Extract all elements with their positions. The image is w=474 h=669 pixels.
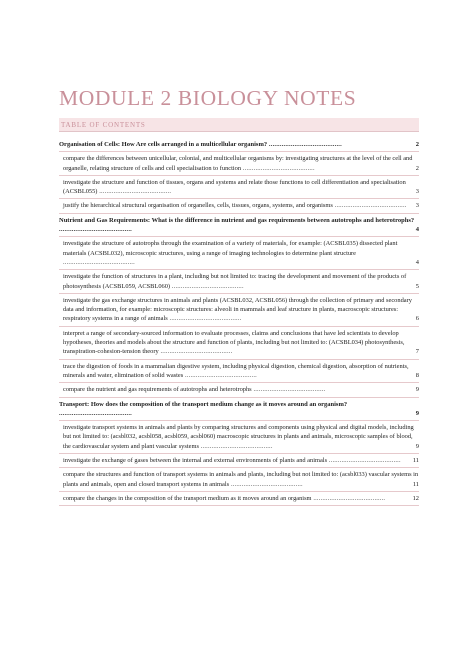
toc-entry-text: Nutrient and Gas Requirements: What is the difference in nutrient and gas requirements between autotrophs and heterotrophs?: [59, 216, 415, 224]
leader-dots: ........................................: [63, 258, 135, 266]
toc-entry-text: trace the digestion of foods in a mammalian digestive system, including physical digestion, chemical digestion, absorption of nutrients, minerals and water, elimination of solid wastes: [63, 362, 409, 379]
toc-page-number: 7: [415, 348, 419, 356]
toc-entry-link[interactable]: [59, 152, 419, 176]
toc-entry-link[interactable]: [59, 327, 419, 360]
leader-dots: ........................................: [183, 371, 257, 379]
toc-entry-text: investigate the structure of autotrophs through the examination of a variety of materials, for example: (ACSBL035) dissected plant materials (ACSBL032), microscopic structures, using a range of imaging technologies to determine plant structure: [63, 240, 398, 257]
toc-page-number: 11: [412, 480, 419, 488]
toc-page-number: 9: [415, 386, 419, 394]
toc-page-number: 9: [415, 442, 419, 450]
toc-entry-link[interactable]: [59, 421, 419, 454]
leader-dots: ........................................: [241, 164, 315, 172]
toc-entry-link[interactable]: [59, 468, 419, 492]
toc-entry-text: investigate the gas exchange structures in animals and plants (ACSBL032, ACSBL056) through the collection of primary and secondary data and information, for example: microscopic structures: alveoli in mammals and leaf structure in plants, macroscopic structures: respiratory systems in a range of animals: [63, 296, 412, 323]
toc-entry-link[interactable]: [59, 492, 419, 506]
toc-entry-text: investigate the structure and function of tissues, organs and systems and relate those functions to cell differentiation and specialisation (ACSBL055): [63, 178, 406, 196]
leader-dots: ........................................: [97, 188, 172, 196]
toc-entry-text: Organisation of Cells: How Are cells arranged in a multicellular organism?: [59, 141, 268, 148]
toc-entry-link[interactable]: [59, 454, 419, 468]
leader-dots: ........................................: [167, 315, 242, 323]
leader-dots: ........................................: [251, 386, 326, 394]
leader-dots: ........................................: [198, 442, 273, 450]
toc-page-number: 6: [415, 315, 419, 323]
leader-dots: ........................................: [267, 141, 342, 148]
toc-page-number: 2: [415, 141, 419, 148]
leader-dots: ........................................: [332, 202, 407, 210]
toc-page-number: 3: [415, 202, 419, 210]
toc-entry-link[interactable]: [59, 270, 419, 294]
page-title: MODULE 2 BIOLOGY NOTES: [59, 86, 357, 110]
toc-entry-text: compare the changes in the composition of the transport medium as it moves around an organism: [63, 494, 312, 502]
toc-page-number: 11: [412, 457, 419, 465]
toc-page-number: 8: [415, 371, 419, 379]
toc-section-link[interactable]: [59, 214, 419, 238]
toc-entry-text: justify the hierarchical structural organisation of organelles, cells, tissues, organs, systems, and organisms: [63, 202, 333, 210]
leader-dots: ........................................: [158, 348, 233, 356]
leader-dots: ........................................: [311, 494, 386, 502]
leader-dots: ........................................: [59, 226, 132, 234]
toc-entry-text: investigate the function of structures in a plant, including but not limited to: tracing the development and movement of the products of photosynthesis (ACSBL059, ACSBL060): [63, 273, 407, 290]
toc-heading: TABLE OF CONTENTS: [59, 118, 419, 132]
toc-section-link[interactable]: [59, 138, 419, 152]
toc-entry-text: interpret a range of secondary-sourced information to evaluate processes, claims and conclusions that have led scientists to develop hypotheses, theories and models about the structure and function of plants, including but not limited to: (ACSBL034) photosynthesis, transpiration-cohesion-tension theory: [63, 329, 405, 356]
toc-entry-link[interactable]: [59, 237, 419, 270]
toc-entry-link[interactable]: [59, 176, 419, 200]
toc-entry-text: compare the nutrient and gas requirements of autotrophs and heterotrophs: [63, 386, 252, 394]
toc-entry-text: Transport: How does the composition of the transport medium change as it moves around an organism?: [59, 400, 348, 408]
toc-page-number: 2: [415, 164, 419, 172]
toc-entry-link[interactable]: [59, 360, 419, 384]
leader-dots: ........................................: [170, 282, 244, 290]
toc-entry-link[interactable]: [59, 383, 419, 397]
toc-page-number: 3: [415, 188, 419, 196]
toc-entry-link[interactable]: [59, 294, 419, 327]
toc-entry-text: investigate transport systems in animals and plants by comparing structures and components using physical and digital models, including but not limited to: (acsbl032, acsbl058, acsbl059, acsbl060) macroscopic structures in plants and animals, microscopic samples of blood, the cardiovascular system and plant vascular systems: [63, 424, 414, 450]
toc-entry-text: compare the differences between unicellular, colonial, and multicellular organisms by: investigating structures at the level of the cell and organelle, relating structure of cells and cell specialisation to function: [63, 155, 413, 172]
toc-page-number: 12: [412, 494, 419, 502]
toc-entry-text: compare the structures and function of transport systems in animals and plants, including but not limited to: (acsbl033) vascular systems in plants and animals, open and closed transport systems in animals: [63, 471, 419, 488]
toc-entry-link[interactable]: [59, 199, 419, 213]
toc-entry-text: investigate the exchange of gases between the internal and external environments of plants and animals: [63, 457, 328, 465]
toc-page-number: 5: [415, 282, 419, 290]
toc-section-link[interactable]: [59, 398, 419, 422]
leader-dots: ........................................: [229, 480, 303, 488]
leader-dots: ........................................: [327, 457, 401, 465]
toc-page-number: 9: [415, 409, 419, 417]
toc-page-number: 4: [415, 258, 419, 266]
table-of-contents: [59, 138, 419, 506]
toc-page-number: 4: [415, 226, 419, 234]
leader-dots: ........................................: [59, 409, 132, 417]
